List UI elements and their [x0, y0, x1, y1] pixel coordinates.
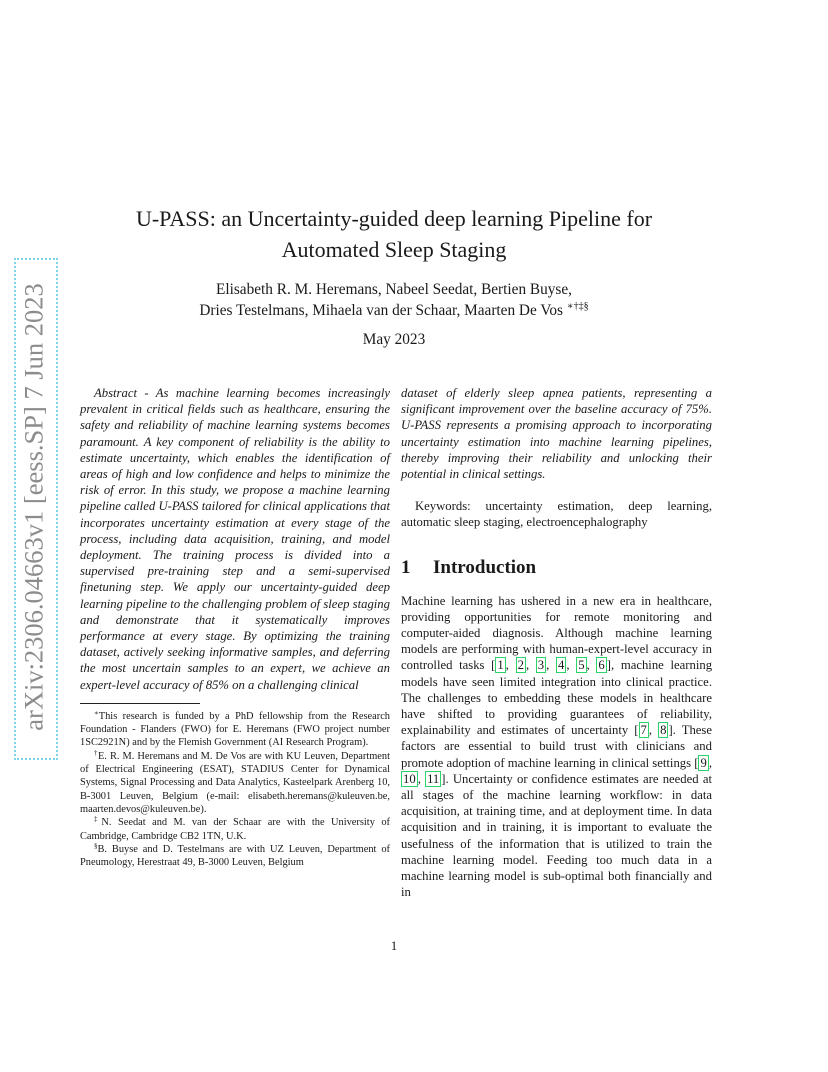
citation-link[interactable]: 1 [497, 658, 504, 673]
footnote-mark: ∗ [94, 708, 99, 717]
citation-link[interactable]: 10 [403, 771, 416, 786]
citation-link[interactable]: 8 [660, 723, 667, 738]
footnote-kuleuven [80, 750, 390, 816]
citation-link[interactable]: 2 [517, 658, 524, 673]
intro-text: ], machine learning models have seen limited integration into clinical practice. The challenges to embedding these models in healthcare have shifted to providing guarantees of reliability, explainability and estimates of uncertainty [ [401, 658, 713, 738]
footnote-uzleuven [80, 843, 390, 870]
title-line-1: U-PASS: an Uncertainty-guided deep learning Pipeline for [135, 206, 653, 231]
publication-date: May 2023 [362, 331, 426, 348]
footnote-text: N. Seedat and M. van der Schaar are with the University of Cambridge, Cambridge CB2 1TN, U.K. [80, 817, 391, 842]
footnote-mark: ‡ [94, 815, 102, 824]
intro-text: ]. Uncertainty or confidence estimates are needed at all stages of the machine learning workflow: in data acquisition, at training time, and at deployment time. In data acquisition and in training, it is important to evaluate the usefulness of the information that is utilized to train the machine learning model. Feeding too much data in a machine learning model is sub-optimal both financially and in [401, 771, 712, 900]
section-number: 1 [401, 556, 411, 578]
footnote-text: This research is funded by a PhD fellowship from the Research Foundation - Flanders (FWO) for E. Heremans (FWO project number 1SC2921N) and by the Flemish Government (AI Research Program). [80, 710, 390, 749]
footnote-text: E. R. M. Heremans and M. De Vos are with KU Leuven, Department of Electrical Engineering (ESAT), STADIUS Center for Dynamical Systems, Signal Processing and Data Analytics, Kasteelpark Arenberg 10, B-3001 Leuven, Belgium (e-mail: elisabeth.heremans@kuleuven.be, maarten.devos@kuleuven.be). [80, 750, 390, 815]
introduction-paragraph: Machine learning has ushered in a new era in healthcare, providing opportunities for remote monitoring and computer-aided diagnosis. Although machine learning models are performing with human-expert-level accuracy in controlled tasks [ 1 , 2 , 3 , 4 , 5 , 6 ], machine learning models have seen limited integration into clinical practice. The challenges to embedding these models in healthcare have shifted to providing guarantees of reliability, explainability and estimates of uncertainty [ 7 , 8 ]. These factors are essential to build trust with clinicians and promote adoption of machine learning in clinical settings [ 9 , 10 , 11 ]. Uncertainty or confidence estimates are needed at all stages of the machine learning workflow: in data acquisition, at training time, and at deployment time. In data acquisition and in training, it is important to evaluate the usefulness of the information that is utilized to train the machine learning model. Feeding too much data in a machine learning model is sub-optimal both financially and in [401, 593, 713, 900]
section-title: Introduction [433, 556, 537, 578]
footnote-mark: § [94, 841, 98, 850]
footnote-funding [80, 710, 390, 750]
paper-title [80, 203, 708, 265]
authors-line-1: Elisabeth R. M. Heremans, Nabeel Seedat, Bertien Buyse, [216, 281, 572, 298]
right-column [401, 385, 712, 900]
left-column [80, 385, 390, 869]
footnote-divider [80, 703, 200, 704]
section-heading-introduction [401, 557, 712, 579]
intro-text: ]. These factors are essential to build trust with clinicians and promote adoption of machine learning in clinical settings [ [401, 723, 712, 770]
page-number: 1 [390, 938, 398, 953]
footnote-mark: † [94, 748, 98, 757]
citation-link[interactable]: 7 [640, 723, 647, 738]
citation-link[interactable]: 11 [427, 771, 440, 786]
citation-link[interactable]: 3 [537, 658, 545, 673]
citation-link[interactable]: 4 [558, 658, 565, 673]
arxiv-identifier[interactable]: arXiv:2306.04663v1 [eess.SP] 7 Jun 2023 [18, 283, 49, 731]
authors-line-2-names: Dries Testelmans, Mihaela van der Schaar, Maarten De Vos [199, 302, 563, 319]
footnote-text: B. Buyse and D. Testelmans are with UZ Leuven, Department of Pneumology, Herestraat 49, B-3000 Leuven, Belgium [80, 843, 390, 869]
intro-text: Machine learning has ushered in a new era in healthcare, providing opportunities for remote monitoring and computer-aided diagnosis. Although machine learning models are performing with human-expert-level accuracy in controlled tasks [ [401, 593, 712, 673]
citation-link[interactable]: 6 [598, 658, 605, 673]
authors-line-2 [80, 300, 708, 321]
author-affiliation-marks: ∗†‡§ [566, 301, 589, 312]
citation-link[interactable]: 9 [700, 755, 707, 770]
citation-link[interactable]: 5 [578, 658, 585, 673]
title-line-2: Automated Sleep Staging [281, 237, 507, 262]
abstract-text: Abstract - As machine learning becomes increasingly prevalent in critical fields such as healthcare, ensuring the safety and reliability of machine learning systems becomes paramount. A key component of reliability is the ability to estimate uncertainty, which enables the identification of areas of high and low confidence and helps to minimize the risk of error. In this study, we propose a machine learning pipeline called U-PASS tailored for clinical applications that incorporates uncertainty estimation at every stage of the process, including data acquisition, training, and model deployment. The training process is divided into a supervised pre-training step and a semi-supervised finetuning step. We apply our uncertainty-guided deep learning pipeline to the challenging problem of sleep staging and demonstrate that it systematically improves performance at every stage. By optimizing the training dataset, actively seeking informative samples, and deferring the most uncertain samples to an expert, we achieve an expert-level accuracy of 85% on a challenging clinical [80, 386, 390, 692]
keywords: Keywords: uncertainty estimation, deep learning, automatic sleep staging, electroencephalography [401, 499, 712, 530]
footnote-cambridge [80, 816, 390, 843]
abstract-continuation: dataset of elderly sleep apnea patients, representing a significant improvement over the baseline accuracy of 75%. U-PASS represents a promising approach to incorporating uncertainty estimation into machine learning pipelines, thereby improving their reliability and unlocking their potential in clinical settings. [401, 386, 712, 482]
author-list [80, 279, 708, 321]
